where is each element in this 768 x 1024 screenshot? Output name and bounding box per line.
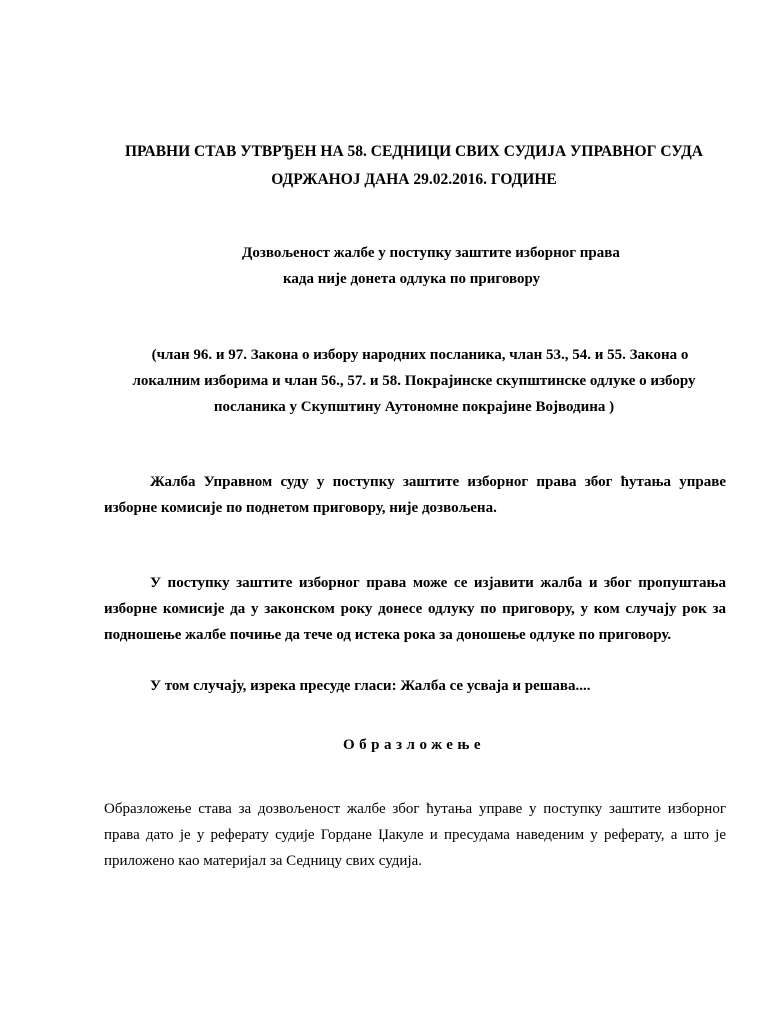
holding-3-line-1: У том случају, изрека пресуде гласи: Жалба се усваја и решава....	[150, 678, 591, 694]
reasoning-heading: Образложење	[342, 737, 486, 753]
holding-paragraph-1	[104, 469, 726, 521]
holding-2-line-2: изборне комисије да у законском року донесе одлуку по приговору, у ком случају рок за	[104, 601, 726, 617]
legal-reference-line-3: посланика у Скупштину Аутономне покрајине Војводина )	[213, 399, 615, 415]
holding-2-line-1: У поступку заштите изборног права може се изјавити жалба и због пропуштања	[150, 575, 726, 591]
reasoning-paragraph	[104, 796, 726, 874]
holding-2-line-3: подношење жалбе почиње да тече од истека рока за доношење одлуке по приговору.	[104, 627, 672, 643]
reasoning-line-3: приложено као материјал за Седницу свих судија.	[104, 853, 423, 869]
document-title-line-2: ОДРЖАНОЈ ДАНА 29.02.2016. ГОДИНЕ	[271, 171, 557, 188]
holding-1-line-2: изборне комисије по поднетом приговору, није дозвољена.	[104, 500, 497, 516]
document-title-line-1: ПРАВНИ СТАВ УТВРЂЕН НА 58. СЕДНИЦИ СВИХ СУДИЈА УПРАВНОГ СУДА	[124, 143, 704, 160]
holding-paragraph-2	[104, 570, 726, 648]
document-subtitle-line-1: Дозвољеност жалбе у поступку заштите изборног права	[242, 245, 620, 261]
legal-reference-line-2: локалним изборима и члан 56., 57. и 58. Покрајинске скупштинске одлуке о избору	[132, 373, 696, 389]
document-subtitle-line-2: када није донета одлука по приговору	[283, 271, 541, 287]
holding-1-line-1: Жалба Управном суду у поступку заштите изборног права због ћутања управе	[150, 474, 726, 490]
reasoning-line-1: Образложење става за дозвољеност жалбе због ћутања управе у поступку заштите изборног	[104, 801, 726, 817]
reasoning-line-2: права дато је у реферату судије Гордане Џакуле и пресудама наведеним у реферату, а што је	[104, 827, 726, 843]
legal-reference-line-1: (члан 96. и 97. Закона о избору народних посланика, члан 53., 54. и 55. Закона о	[151, 347, 689, 363]
holding-paragraph-3	[104, 673, 726, 699]
